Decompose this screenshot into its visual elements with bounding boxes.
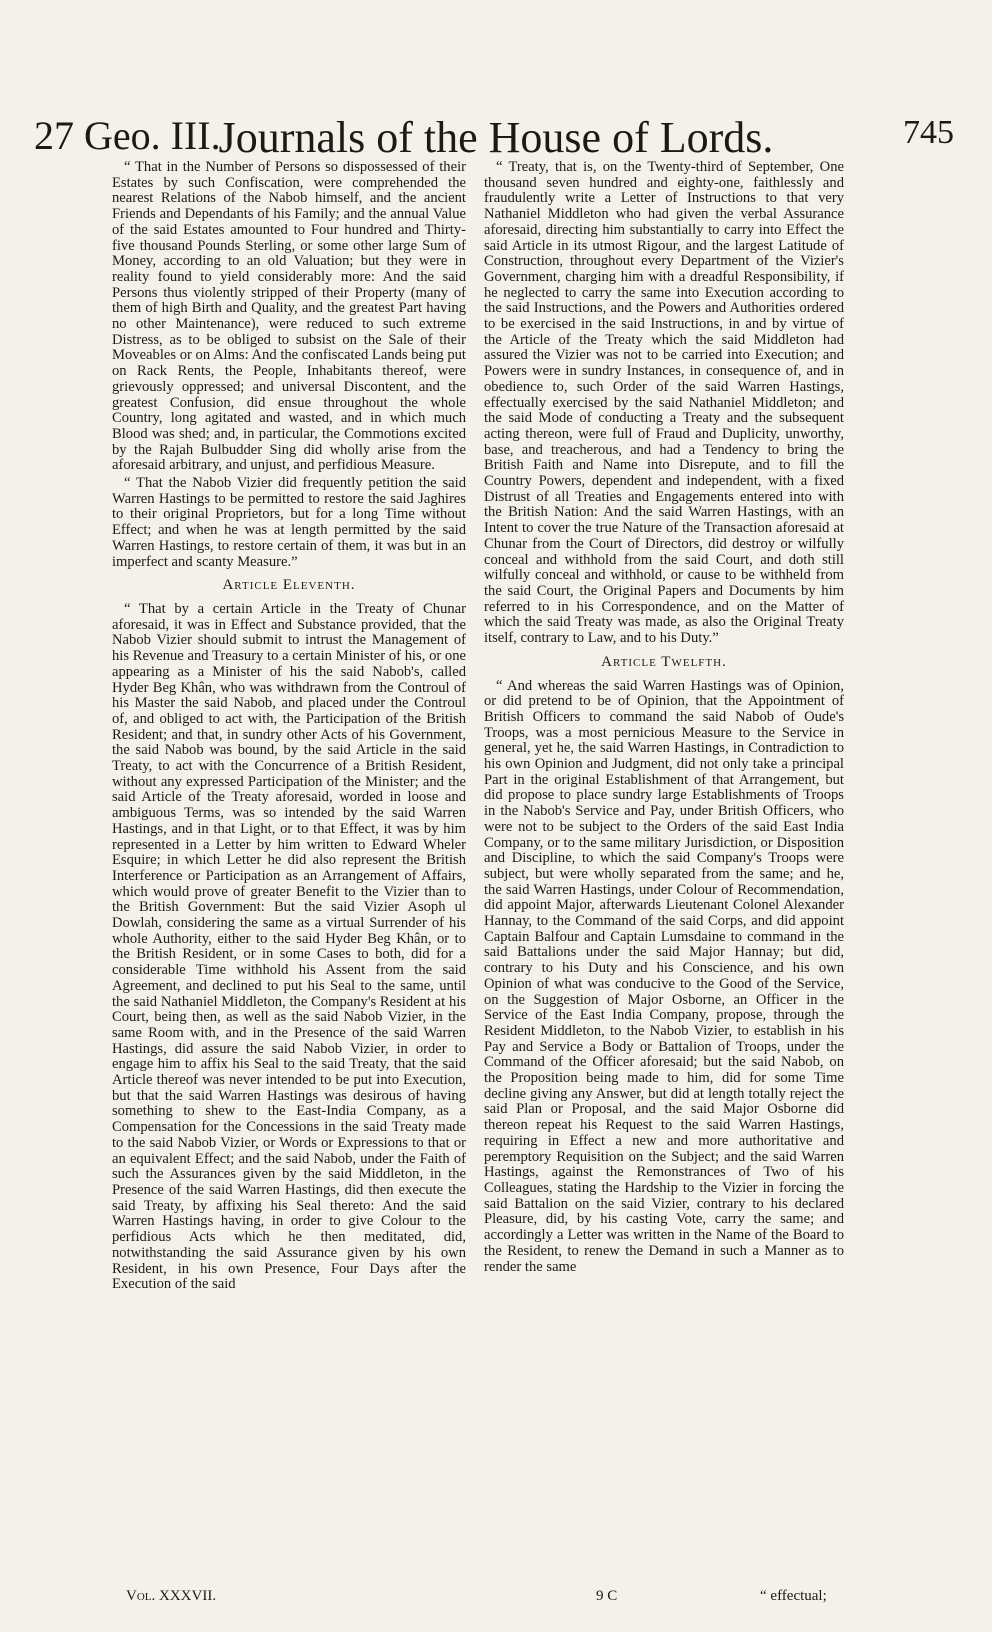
- paragraph: “ That in the Number of Persons so dispossessed of their Estates by such Confiscation, were comprehended the nearest Relations of the Nabob himself, and the ancient Friends and Dependants of his Family; and the annual Value of the said Estates amounted to Four hundred and Thirty-five thousand Pounds Sterling, or some other large Sum of Money, according to an old Valuation; but they were in reality found to yield considerably more: And the said Persons thus violently stripped of their Property (many of them of high Birth and Quality, and the greatest Part having no other Maintenance), were reduced to such extreme Distress, as to be obliged to subsist on the Sale of their Moveables or on Alms: And the confiscated Lands being put on Rack Rents, the People, Inhabitants thereof, were grievously oppressed; and universal Discontent, and the greatest Confusion, did ensue throughout the whole Country, long agitated and wasted, and in which much Blood was shed; and, in particular, the Commotions excited by the Rajah Bulbudder Sing did wholly arise from the aforesaid arbitrary, and unjust, and perfidious Measure.: [112, 159, 466, 474]
- left-column: [112, 160, 466, 1295]
- journal-title: Journals of the House of Lords.: [218, 113, 774, 162]
- volume-number: Vol. XXXVII.: [126, 1588, 217, 1604]
- page-number: 745: [903, 114, 954, 151]
- paragraph: “ That the Nabob Vizier did frequently petition the said Warren Hastings to be permitted to restore the said Jaghires to their original Proprietors, but for a long Time without Effect; and when he was at length permitted by the said Warren Hastings, to restore certain of them, it was but in an imperfect and scanty Measure.”: [112, 475, 466, 570]
- page-header: [0, 112, 992, 162]
- catchword: “ effectual;: [760, 1588, 827, 1604]
- paragraph: “ And whereas the said Warren Hastings was of Opinion, or did pretend to be of Opinion, that the Appointment of British Officers to command the said Nabob of Oude's Troops, was a most pernicious Measure to the Service in general, yet he, the said Warren Hastings, in Contradiction to his own Opinion and Judgment, did not only take a principal Part in the original Establishment of that Arrangement, but did propose to place sundry large Establishments of Troops in the Nabob's Service and Pay, under British Officers, who were not to be subject to the Orders of the said East India Company, or to the same military Jurisdiction, or Disposition and Discipline, to which the said Company's Troops were subject, but were wholly separated from the same; and he, the said Warren Hastings, under Colour of Recommendation, did appoint Major, afterwards Lieutenant Colonel Alexander Hannay, to the Command of the said Corps, and did appoint Captain Balfour and Captain Lumsdaine to command in the said Battalions under the said Major Hannay; but did, contrary to his Duty and his Conscience, and his own Opinion of what was conducive to the Good of the Service, on the Suggestion of Major Osborne, an Officer in the Service of the East India Company, propose, through the Resident Middleton, to the Nabob Vizier, to establish in his Pay and Service a Body or Battalion of Troops, under the Command of the Officer aforesaid; but the said Nabob, on the Proposition being made to him, did for some Time decline giving any Answer, but did at length totally reject the said Plan or Proposal, and the said Major Osborne did thereon repeat his Request to the said Warren Hastings, requiring in Effect a new and more authoritative and peremptory Requisition on the Subject; and the said Warren Hastings, against the Remonstrances of Two of his Colleagues, stating the Hardship to the Vizier in forcing the said Battalion on the said Vizier, contrary to his declared Pleasure, did, by his casting Vote, carry the same; and accordingly a Letter was written in the Name of the Board to the Resident, to renew the Demand in such a Manner as to render the same: [484, 677, 844, 1275]
- signature-mark: 9 C: [596, 1588, 618, 1604]
- article-heading: Article Eleventh.: [222, 577, 356, 594]
- right-column: [484, 160, 844, 1277]
- paragraph: “ Treaty, that is, on the Twenty-third of September, One thousand seven hundred and eighty-one, faithlessly and fraudulently write a Letter of Instructions to that very Nathaniel Middleton who had given the verbal Assurance aforesaid, directing him substantially to carry into Effect the said Article in its utmost Rigour, and the largest Latitude of Construction, throughout every Department of the Vizier's Government, charging him with a dreadful Responsibility, if he neglected to carry the same into Execution according to the said Instructions, and the Powers and Authorities ordered to be exercised in the said Instructions, in and by virtue of the Article of the Treaty which the said Middleton had assured the Vizier was not to be carried into Execution; and Powers were in sundry Instances, in consequence of, and in obedience to, such Order of the said Warren Hastings, effectually exercised by the said Nathaniel Middleton; and the said Mode of conducting a Treaty and the subsequent acting thereon, were full of Fraud and Duplicity, unworthy, base, and treacherous, and had a Tendency to bring the British Faith and Name into Disrepute, and to fill the Country Powers, dependent and independent, with a fixed Distrust of all Treaties and Engagements entered into with the British Nation: And the said Warren Hastings, with an Intent to cover the true Nature of the Transaction aforesaid at Chunar from the Court of Directors, did destroy or wilfully conceal and withhold from the said Court, and doth still wilfully conceal and withhold, or cause to be withheld from the said Court, the Original Papers and Documents by him referred to in his Correspondence, and on the Matter of which the said Treaty was made, as also the Original Treaty itself, contrary to Law, and to his Duty.”: [484, 159, 844, 647]
- paragraph: “ That by a certain Article in the Treaty of Chunar aforesaid, it was in Effect and Substance provided, that the Nabob Vizier should submit to intrust the Management of his Revenue and Treasury to a certain Minister of his, or one appearing as a Minister of his the said Nabob's, called Hyder Beg Khân, who was withdrawn from the Controul of his Master the said Nabob, and placed under the Controul of, and obliged to act with, the Participation of the British Resident; and that, in sundry other Acts of his Government, the said Nabob was bound, by the said Article in the said Treaty, to act with the Concurrence of a British Resident, without any expressed Participation of the Minister; and the said Article of the Treaty aforesaid, worded in loose and ambiguous Terms, was so intended by the said Warren Hastings, and in that Light, or to that Effect, it was by him represented in a Letter by him written to Edward Wheler Esquire; in which Letter he did also represent the British Interference or Participation as an Arrangement of Affairs, which would prove of greater Benefit to the Vizier than to the British Government: But the said Vizier Asoph ul Dowlah, considering the same as a virtual Surrender of his whole Authority, either to the said Hyder Beg Khân, or to the British Resident, or in some Cases to both, did for a considerable Time withhold his Assent from the said Agreement, and declined to put his Seal to the same, until the said Nathaniel Middleton, the Company's Resident at his Court, being then, as well as the said Nabob Vizier, in the same Room with, and in the Presence of the said Warren Hastings, did assure the said Nabob Vizier, in order to engage him to affix his Seal to the said Treaty, that the said Article thereof was never intended to be put into Execution, but that the said Warren Hastings was desirous of having something to shew to the East-India Company, as a Compensation for the Concessions in the said Treaty made to the said Nabob Vizier, or Words or Expressions to that or an equivalent Effect; and the said Nabob, under the Faith of such the Assurances given by the said Middleton, in the Presence of the said Warren Hastings, did then execute the said Treaty, by affixing his Seal thereto: And the said Warren Hastings having, in order to give Colour to the perfidious Acts which he then meditated, did, notwithstanding the said Assurance given by his own Resident, in his own Presence, Four Days after the Execution of the said: [112, 600, 466, 1293]
- page-footer: [0, 1588, 992, 1612]
- regnal-year: 27 Geo. III.: [34, 113, 221, 158]
- article-heading: Article Twelfth.: [601, 653, 727, 670]
